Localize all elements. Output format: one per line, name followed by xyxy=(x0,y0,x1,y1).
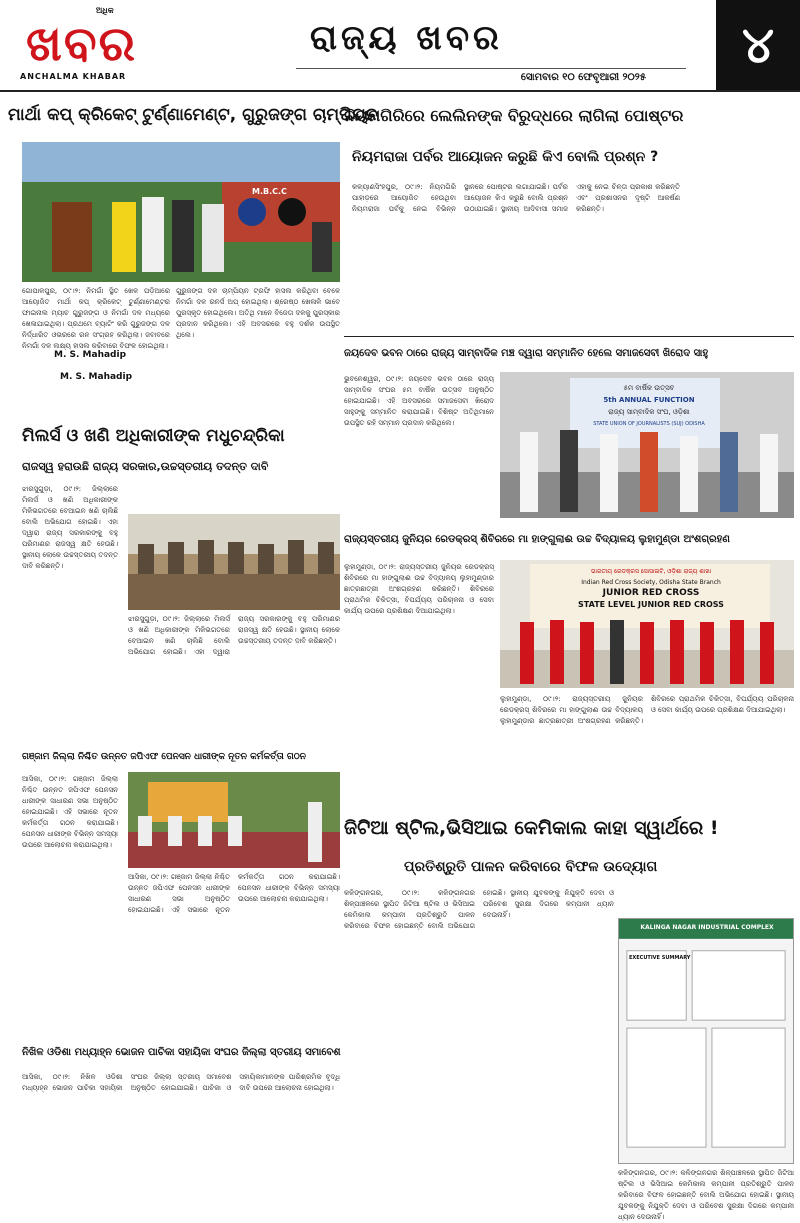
cricket-photo xyxy=(22,142,340,282)
cricket-body-2: ଗୁରୁଜଙ୍ଗ ଦଳ ଚାମ୍ପିୟନ ଟ୍ରଫି ହାସଲ କରିଥିବା ବେଳେ ନିମଗାଁ ଦଳ ରନର୍ସ ଅପ୍ ହୋଇଥିଲା। ଶ୍ରେଷ୍ଠ ଖେଳାଳି ଭାବେ ପୁରସ୍କୃତ ହୋଇଥିଲେ। ଅତିଥି ମାନେ ବିଜେତା ଦଳକୁ ପୁରସ୍କାର ପ୍ରଦାନ କରିଥିଲେ। ଏହି ଅବସରରେ ବହୁ ଦର୍ଶକ ଉପସ୍ଥିତ ଥିଲେ। xyxy=(176,287,340,339)
sahu-photo xyxy=(500,372,794,518)
redcross-body-2: ଲୁହାମୁଣ୍ଡା, ୦୯।୨: ରାଜ୍ୟସ୍ତରୀୟ ଜୁନିୟର ରେଡକ୍ରସ୍ ଶିବିରରେ ମା ହାଙ୍ଗୁଲାଈ ଉଚ୍ଚ ବିଦ୍ୟାଳୟ ଲୁହାମୁଣ୍ଡାର ଛାତ୍ରଛାତ୍ରୀ ଅଂଶଗ୍ରହଣ କରିଛନ୍ତି। ଶିବିରରେ ପ୍ରାଥମିକ ଚିକିତ୍ସା, ବିପର୍ଯ୍ୟୟ ପରିଚାଳନା ଓ ସେବା କାର୍ଯ୍ୟ ଉପରେ ପ୍ରଶିକ୍ଷଣ ଦିଆଯାଇଥିଲା। xyxy=(500,695,794,725)
logo-subtitle: ANCHALMA KHABAR xyxy=(20,72,127,81)
sahu-body: ଭୁବନେଶ୍ୱର, ୦୯।୨: ଜୟଦେବ ଭବନ ଠାରେ ରାଜ୍ୟ ସାମ୍ବାଦିକ ସଂଘର ୫ମ ବାର୍ଷିକ ଉତ୍ସବ ଅନୁଷ୍ଠିତ ହୋଇଯାଇଛି। ଏହି ଅବସରରେ ସମାଜସେବୀ ଖିରୋଦ ସାହୁଙ୍କୁ ସମ୍ମାନିତ କରାଯାଇଛି। ବିଶିଷ୍ଟ ଅତିଥିମାନେ ଉପସ୍ଥିତ ରହି ସମ୍ମାନ ପ୍ରଦାନ କରିଥିଲେ। xyxy=(344,375,494,427)
jindal-body: କଳିଙ୍ଗନଗର, ୦୯।୨: କଳିଙ୍ଗନଗର ଶିଳ୍ପାଞ୍ଚଳରେ ସ୍ଥାପିତ ଜିଟିଆ ଷ୍ଟିଲ ଓ ଭିସିଆଇ କେମିକାଲ କମ୍ପାନୀ ପ୍ରତିଶ୍ରୁତି ପାଳନ କରିବାରେ ବିଫଳ ହୋଇଛନ୍ତି ବୋଲି ଅଭିଯୋଗ ହୋଇଛି। ସ୍ଥାନୀୟ ଯୁବକଙ୍କୁ ନିଯୁକ୍ତି ଦେବା ଓ ପରିବେଶ ସୁରକ୍ଷା ଦିଗରେ କମ୍ପାନୀ ଧ୍ୟାନ ଦେଉନାହିଁ। xyxy=(344,889,614,930)
sahu-banner-line-1: ୫ମ ବାର୍ଷିକ ଉତ୍ସବ xyxy=(623,384,675,392)
page-number: ୪ xyxy=(716,0,800,90)
midday-headline: ନିଖିଳ ଓଡିଶା ମଧ୍ୟାହ୍ନ ଭୋଜନ ପାଚିକା ସହାୟିକା ସଂଘର ଜିଲ୍ଲା ସ୍ତରୀୟ ସମାବେଶ xyxy=(22,1047,341,1058)
jindal-document-subtitle: EXECUTIVE SUMMARY xyxy=(629,955,691,961)
sahu-headline: ଜୟଦେବ ଭବନ ଠାରେ ରାଜ୍ୟ ସାମ୍ବାଦିକ ମଞ୍ଚ ଦ୍ୱାରା ସମ୍ମାନିତ ହେଲେ ସମାଜସେବୀ ଖିରୋଦ ସାହୁ xyxy=(344,348,709,359)
pension-body-2: ଆସିକା, ୦୯।୨: ଗଞ୍ଜାମ ଜିଲ୍ଲା ନିଶ୍ଚିତ ଉନ୍ନତ ଜପିଏଫ ପେନସନ ଧାରୀଙ୍କ ସାଧାରଣ ସଭା ଅନୁଷ୍ଠିତ ହୋଇଯାଇଛି। ଏହି ସଭାରେ ନୂତନ କର୍ମକର୍ତ୍ତା ଗଠନ କରାଯାଇଛି। ପେନସନ ଧାରୀଙ୍କ ବିଭିନ୍ନ ସମସ୍ୟା ଉପରେ ଆଲୋଚନା କରାଯାଇଥିଲା। xyxy=(128,873,340,914)
redcross-banner-line-4: STATE LEVEL JUNIOR RED CROSS xyxy=(578,600,724,609)
jindal-caption-text: କଳିଙ୍ଗନଗର, ୦୯।୨: କଳିଙ୍ଗନଗର ଶିଳ୍ପାଞ୍ଚଳରେ ସ୍ଥାପିତ ଜିଟିଆ ଷ୍ଟିଲ ଓ ଭିସିଆଇ କେମିକାଲ କମ୍ପାନୀ ପ୍ରତିଶ୍ରୁତି ପାଳନ କରିବାରେ ବିଫଳ ହୋଇଛନ୍ତି ବୋଲି ଅଭିଯୋଗ ହୋଇଛି। ସ୍ଥାନୀୟ ଯୁବକଙ୍କୁ ନିଯୁକ୍ତି ଦେବା ଓ ପରିବେଶ ସୁରକ୍ଷା ଦିଗରେ କମ୍ପାନୀ ଧ୍ୟାନ ଦେଉନାହିଁ। xyxy=(618,1169,794,1221)
millers-headline: ମିଲର୍ସ ଓ ଖଣି ଅଧିକାରୀଙ୍କ ମଧୁଚନ୍ଦ୍ରିକା xyxy=(22,426,285,446)
logo-tag: ଅଧିକ xyxy=(96,6,114,15)
cricket-player-name-1: M. S. Mahadip xyxy=(54,350,127,360)
redcross-photo xyxy=(500,560,794,688)
logo-title: ଖବର xyxy=(26,16,138,72)
sahu-banner-line-2: 5th ANNUAL FUNCTION xyxy=(603,396,695,404)
redcross-body: ଲୁହାମୁଣ୍ଡା, ୦୯।୨: ରାଜ୍ୟସ୍ତରୀୟ ଜୁନିୟର ରେଡକ୍ରସ୍ ଶିବିରରେ ମା ହାଙ୍ଗୁଲାଈ ଉଚ୍ଚ ବିଦ୍ୟାଳୟ ଲୁହାମୁଣ୍ଡାର ଛାତ୍ରଛାତ୍ରୀ ଅଂଶଗ୍ରହଣ କରିଛନ୍ତି। ଶିବିରରେ ପ୍ରାଥମିକ ଚିକିତ୍ସା, ବିପର୍ଯ୍ୟୟ ପରିଚାଳନା ଓ ସେବା କାର୍ଯ୍ୟ ଉପରେ ପ୍ରଶିକ୍ଷଣ ଦିଆଯାଇଥିଲା। xyxy=(344,563,494,615)
sahu-banner-line-3: ରାଜ୍ୟ ସାମ୍ବାଦିକ ସଂଘ, ଓଡ଼ିଶା xyxy=(608,408,690,416)
millers-photo xyxy=(128,514,340,610)
niyamgiri-subhead: ନିୟମରାଜା ପର୍ବର ଆୟୋଜନ କରୁଛି କିଏ ବୋଲି ପ୍ରଶ୍ନ ? xyxy=(352,149,659,165)
jindal-headline: ଜିଟିଆ ଷ୍ଟିଲ,ଭିସିଆଇ କେମିକାଲ କାହା ସ୍ୱାର୍ଥରେ ! xyxy=(344,817,719,839)
millers-body-1: ଝାରସୁଗୁଡ଼ା, ୦୯।୨: ଜିଲ୍ଲାରେ ମିଲର୍ସ ଓ ଖଣି ଅଧିକାରୀଙ୍କ ମିଳିଭଗତରେ ବେଆଇନ ଖଣି ଚାଲିଛି ବୋଲି ଅଭିଯୋଗ ହୋଇଛି। ଏହା ଦ୍ୱାରା ରାଜ୍ୟ ସରକାରଙ୍କୁ ବହୁ ପରିମାଣର ରାଜସ୍ୱ କ୍ଷତି ହେଉଛି। ସ୍ଥାନୀୟ ଲୋକେ ଉଚ୍ଚସ୍ତରୀୟ ତଦନ୍ତ ଦାବି କରିଛନ୍ତି। xyxy=(22,485,118,570)
niyamgiri-body: କଳ୍ୟାଣସିଂହପୁର, ୦୯।୨: ନିୟମଗିରି ପାହାଡ଼ରେ ଆୟୋଜିତ ହେଉଥିବା ନିୟମରାଜା ପର୍ବକୁ ନେଇ ବିଭିନ୍ନ ସ୍ଥାନରେ ପୋଷ୍ଟର ଲଗାଯାଇଛି। ପର୍ବର ଆୟୋଜନ କିଏ କରୁଛି ବୋଲି ପ୍ରଶ୍ନ ଉଠାଯାଇଛି। ସ୍ଥାନୀୟ ଆଦିବାସୀ ସମାଜ ଏହାକୁ ନେଇ ଚିନ୍ତା ପ୍ରକାଶ କରିଛନ୍ତି ଏବଂ ପ୍ରଶାସନର ଦୃଷ୍ଟି ଆକର୍ଷଣ କରିଛନ୍ତି। xyxy=(352,183,680,213)
sahu-banner-line-4: STATE UNION OF JOURNALISTS (SUJ) ODISHA xyxy=(593,421,705,427)
redcross-banner-line-2: Indian Red Cross Society, Odisha State Branch xyxy=(581,579,721,586)
cricket-headline: ମାର୍ଥା କପ୍ କ୍ରିକେଟ୍ ଟୁର୍ଣ୍ଣାମେଣ୍ଟ, ଗୁରୁଜଙ୍ଗ ଚାମ୍ପିୟନ xyxy=(8,105,378,125)
cricket-banner-text: M.B.C.C xyxy=(252,187,287,196)
redcross-headline: ରାଜ୍ୟସ୍ତରୀୟ ଜୁନିୟର ରେଡକ୍ରସ୍ ଶିବିରରେ ମା ହାଙ୍ଗୁଲାଈ ଉଚ୍ଚ ବିଦ୍ୟାଳୟ ଲୁହାମୁଣ୍ଡା ଅଂଶଗ୍ରହଣ xyxy=(344,534,730,545)
redcross-banner-line-1: ଭାରତୀୟ ରେଡକ୍ରସ ସୋସାଇଟି, ଓଡ଼ିଶା ରାଜ୍ୟ ଶାଖା xyxy=(590,568,712,575)
millers-subhead: ରାଜସ୍ୱ ହରାଉଛି ରାଜ୍ୟ ସରକାର,ଉଚ୍ଚସ୍ତରୀୟ ତଦନ୍ତ ଦାବି xyxy=(22,460,269,473)
section-title: ରାଜ୍ୟ ଖବର xyxy=(310,18,503,58)
niyamgiri-headline: ନିୟମଗିରିରେ ଲେଲିନଙ୍କ ବିରୁଦ୍ଧରେ ଲାଗିଲା ପୋଷ୍ଟର xyxy=(344,106,684,125)
midday-body: ଆସିକା, ୦୯।୨: ନିଖିଳ ଓଡିଶା ମଧ୍ୟାହ୍ନ ଭୋଜନ ପାଚିକା ସହାୟିକା ସଂଘର ଜିଲ୍ଲା ସ୍ତରୀୟ ସମାବେଶ ଅନୁଷ୍ଠିତ ହୋଇଯାଇଛି। ପାଚିକା ଓ ସହାୟିକାମାନଙ୍କ ପାରିଶ୍ରମିକ ବୃଦ୍ଧି ଦାବି ଉପରେ ଆଲୋଚନା ହୋଇଥିଲା। xyxy=(22,1073,340,1092)
jindal-document-photo xyxy=(618,918,794,1164)
cricket-body-1: ଗୋପାଳପୁର, ୦୯।୨: ନିମଗାଁ ସ୍ଥିତ ଖେଳ ପଡ଼ିଆରେ ଆୟୋଜିତ ମାର୍ଥା କପ୍ କ୍ରିକେଟ୍ ଟୁର୍ଣ୍ଣାମେଣ୍ଟର ଫାଇନାଲ ମ୍ୟାଚ ଗୁରୁଜଙ୍ଗ ଓ ନିମଗାଁ ଦଳ ମଧ୍ୟରେ ଖେଳାଯାଇଥିଲା। ପ୍ରଥମେ ବ୍ୟାଟିଂ କରି ଗୁରୁଜଙ୍ଗ ଦଳ ନିର୍ଦ୍ଧାରିତ ଓଭରରେ ରନ ସଂଗ୍ରହ କରିଥିଲା। ଜବାବରେ ନିମଗାଁ ଦଳ ଲକ୍ଷ୍ୟ ହାସଲ କରିବାରେ ବିଫଳ ହୋଇଥିଲା। xyxy=(22,287,170,350)
issue-date: ସୋମବାର ୧୦ ଫେବୃଆରୀ ୨୦୨୫ xyxy=(296,68,686,86)
pension-body-1: ଆସିକା, ୦୯।୨: ଗଞ୍ଜାମ ଜିଲ୍ଲା ନିଶ୍ଚିତ ଉନ୍ନତ ଜପିଏଫ ପେନସନ ଧାରୀଙ୍କ ସାଧାରଣ ସଭା ଅନୁଷ୍ଠିତ ହୋଇଯାଇଛି। ଏହି ସଭାରେ ନୂତନ କର୍ମକର୍ତ୍ତା ଗଠନ କରାଯାଇଛି। ପେନସନ ଧାରୀଙ୍କ ବିଭିନ୍ନ ସମସ୍ୟା ଉପରେ ଆଲୋଚନା କରାଯାଇଥିଲା। xyxy=(22,775,118,849)
masthead xyxy=(0,0,800,92)
pension-photo xyxy=(128,772,340,868)
pension-headline: ଗଞ୍ଜାମ ଜିଲ୍ଲା ନିଶ୍ଚିତ ଉନ୍ନତ ଜପିଏଫ ପେନସନ ଧାରୀଙ୍କ ନୂତନ କର୍ମକର୍ତ୍ତା ଗଠନ xyxy=(22,752,306,762)
divider xyxy=(344,336,794,337)
newspaper-logo xyxy=(8,6,176,86)
cricket-player-name-2: M. S. Mahadip xyxy=(60,372,133,382)
jindal-subhead: ପ୍ରତିଶ୍ରୁତି ପାଳନ କରିବାରେ ବିଫଳ ଉଦ୍ୟୋଗ xyxy=(404,859,658,875)
millers-body-2: ଝାରସୁଗୁଡ଼ା, ୦୯।୨: ଜିଲ୍ଲାରେ ମିଲର୍ସ ଓ ଖଣି ଅଧିକାରୀଙ୍କ ମିଳିଭଗତରେ ବେଆଇନ ଖଣି ଚାଲିଛି ବୋଲି ଅଭିଯୋଗ ହୋଇଛି। ଏହା ଦ୍ୱାରା ରାଜ୍ୟ ସରକାରଙ୍କୁ ବହୁ ପରିମାଣର ରାଜସ୍ୱ କ୍ଷତି ହେଉଛି। ସ୍ଥାନୀୟ ଲୋକେ ଉଚ୍ଚସ୍ତରୀୟ ତଦନ୍ତ ଦାବି କରିଛନ୍ତି। xyxy=(128,615,340,656)
jindal-document-title: KALINGA NAGAR INDUSTRIAL COMPLEX xyxy=(640,924,774,931)
redcross-banner-line-3: JUNIOR RED CROSS xyxy=(602,588,700,598)
